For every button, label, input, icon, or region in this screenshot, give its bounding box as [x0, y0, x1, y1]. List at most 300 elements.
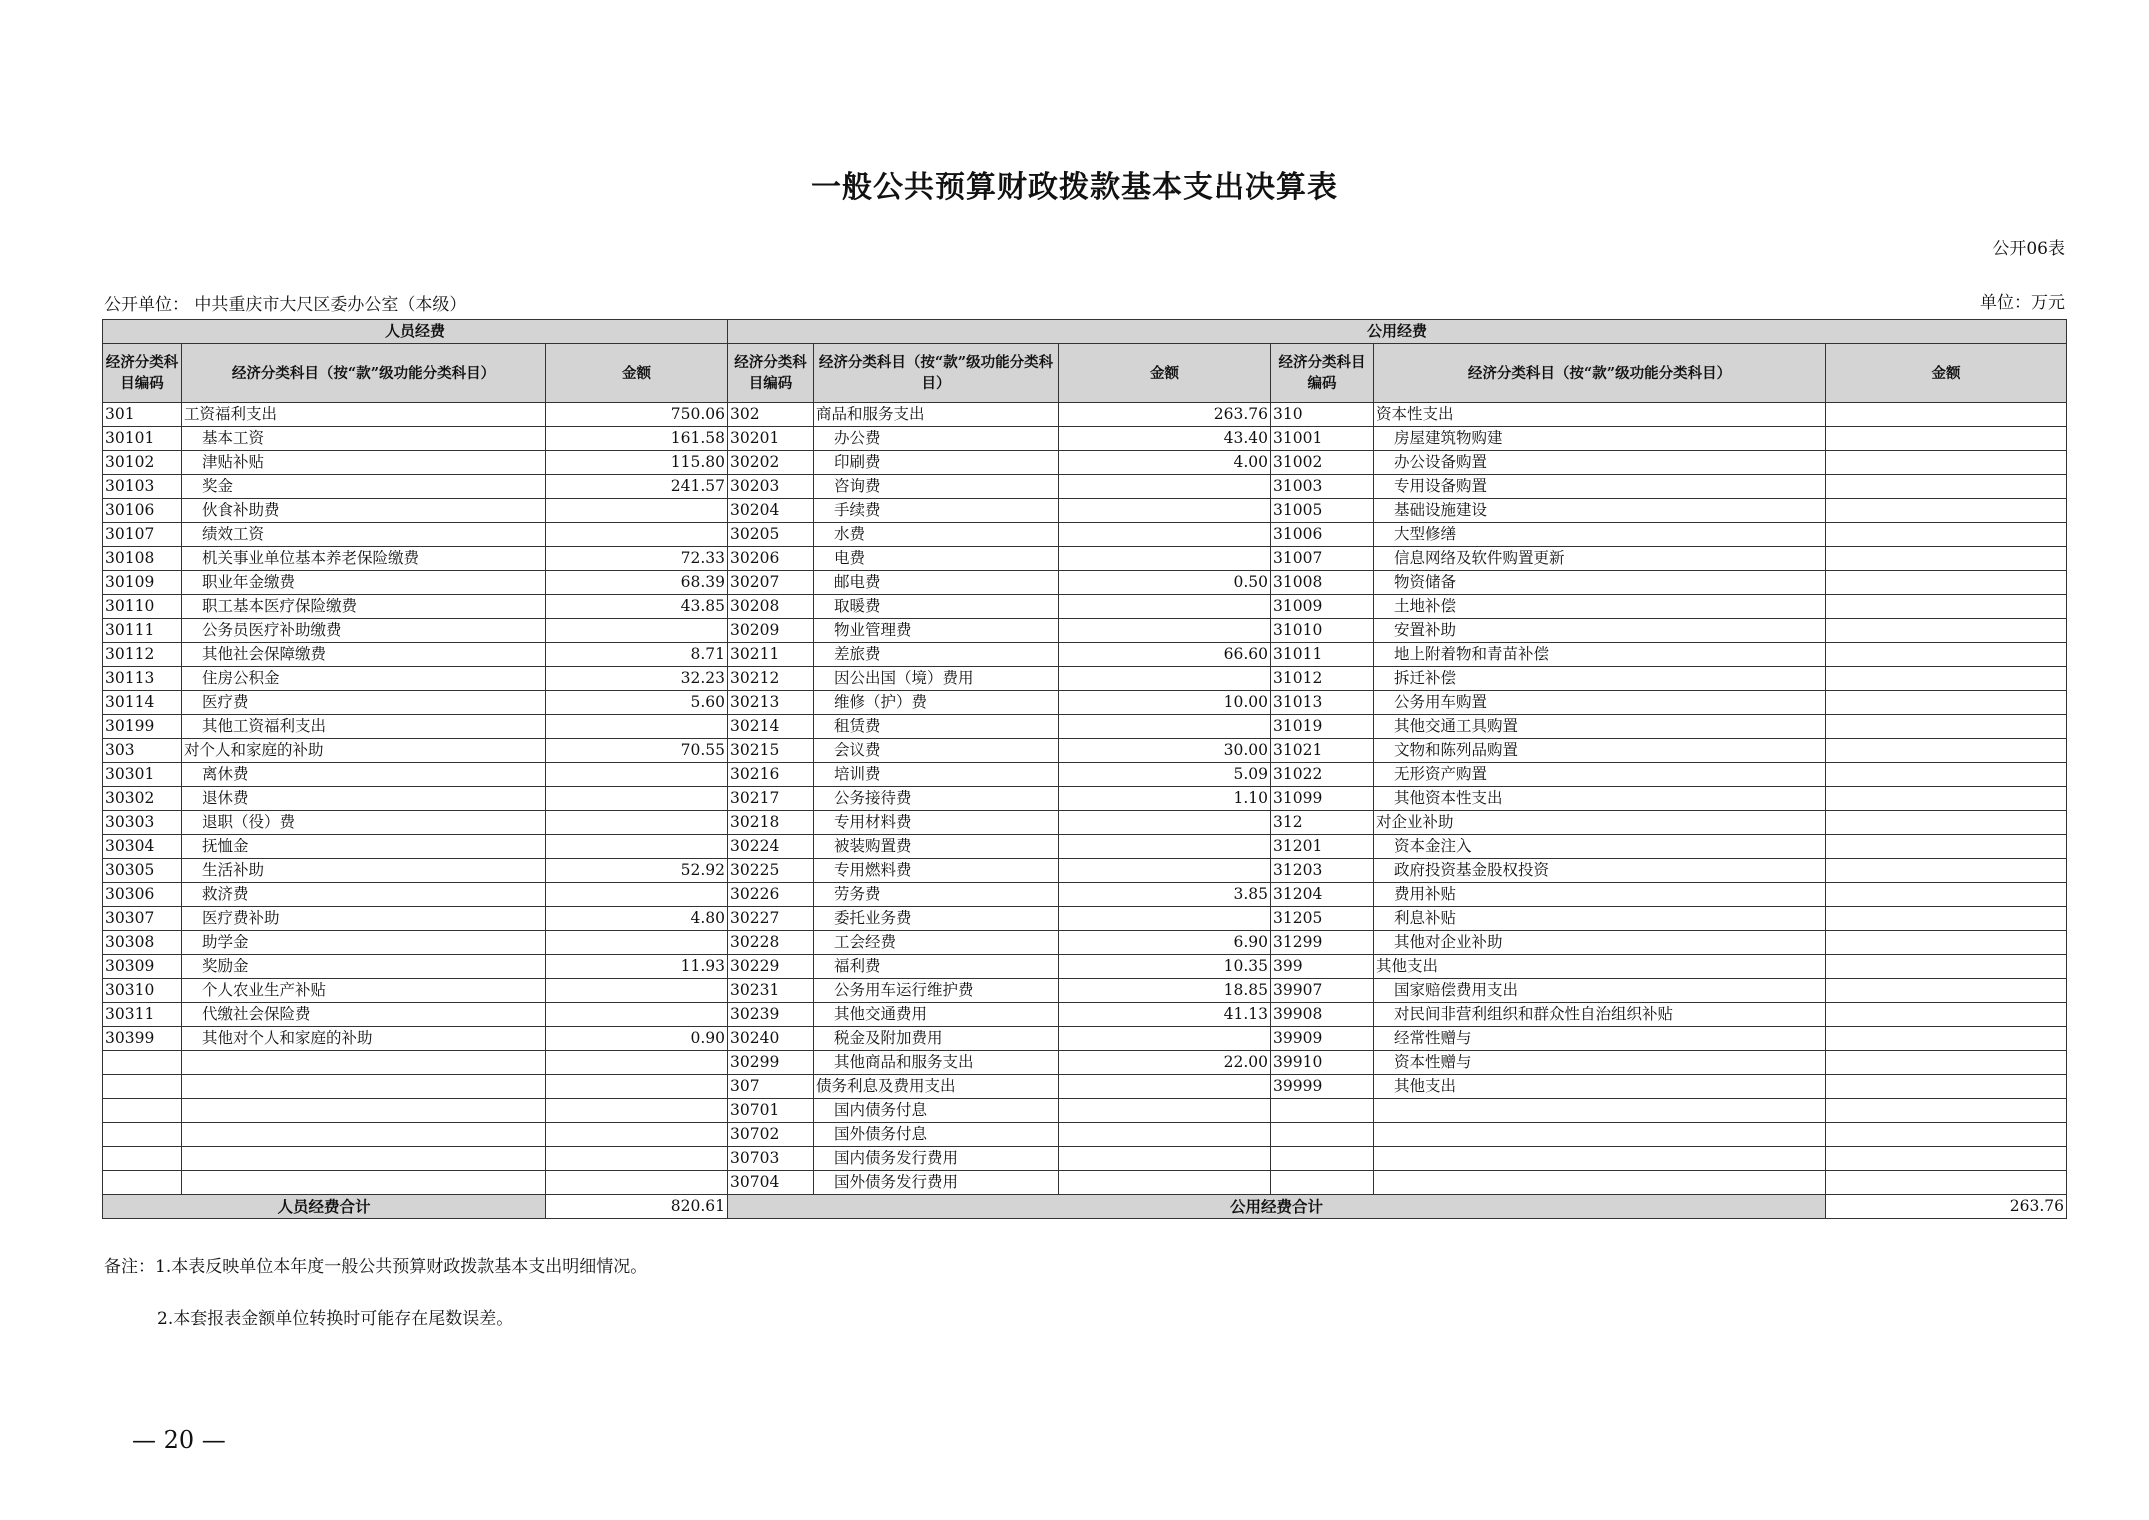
amount-cell: 18.85 — [1059, 979, 1271, 1003]
table-row — [103, 1123, 2067, 1147]
code-cell: 30240 — [728, 1027, 814, 1051]
amount-cell — [1059, 1147, 1271, 1171]
code-cell: 31008 — [1271, 571, 1374, 595]
amount-cell — [1826, 883, 2067, 907]
name-cell: 国外债务付息 — [814, 1123, 1059, 1147]
code-cell: 30306 — [103, 883, 182, 907]
code-cell: 310 — [1271, 403, 1374, 427]
code-cell: 31019 — [1271, 715, 1374, 739]
section-header-row — [103, 320, 2067, 344]
table-row — [103, 691, 2067, 715]
table-row — [103, 1003, 2067, 1027]
amount-cell: 70.55 — [546, 739, 728, 763]
code-cell: 30108 — [103, 547, 182, 571]
code-cell: 30216 — [728, 763, 814, 787]
amount-cell — [546, 1003, 728, 1027]
amount-cell: 115.80 — [546, 451, 728, 475]
amount-cell: 0.90 — [546, 1027, 728, 1051]
amount-cell — [546, 1051, 728, 1075]
code-cell: 30226 — [728, 883, 814, 907]
code-cell: 30111 — [103, 619, 182, 643]
name-cell: 国内债务付息 — [814, 1099, 1059, 1123]
table-row — [103, 859, 2067, 883]
amount-cell: 1.10 — [1059, 787, 1271, 811]
amount-cell: 3.85 — [1059, 883, 1271, 907]
amount-cell: 30.00 — [1059, 739, 1271, 763]
name-cell: 绩效工资 — [182, 523, 546, 547]
table-row — [103, 523, 2067, 547]
totals-row — [103, 1195, 2067, 1219]
name-cell: 奖金 — [182, 475, 546, 499]
name-cell: 维修（护）费 — [814, 691, 1059, 715]
table-row — [103, 931, 2067, 955]
name-cell: 医疗费补助 — [182, 907, 546, 931]
table-row — [103, 907, 2067, 931]
amount-cell: 68.39 — [546, 571, 728, 595]
amount-cell — [1826, 1099, 2067, 1123]
amount-cell — [1826, 715, 2067, 739]
name-cell: 水费 — [814, 523, 1059, 547]
amount-cell — [1826, 1171, 2067, 1195]
name-cell: 对个人和家庭的补助 — [182, 739, 546, 763]
name-cell: 利息补贴 — [1374, 907, 1826, 931]
header-amount-c3: 金额 — [1826, 344, 2067, 403]
name-cell: 其他支出 — [1374, 1075, 1826, 1099]
code-cell — [1271, 1171, 1374, 1195]
code-cell: 31201 — [1271, 835, 1374, 859]
amount-cell: 22.00 — [1059, 1051, 1271, 1075]
amount-cell — [546, 835, 728, 859]
amount-cell — [1826, 475, 2067, 499]
amount-cell — [1826, 1027, 2067, 1051]
table-row — [103, 1099, 2067, 1123]
name-cell: 物资储备 — [1374, 571, 1826, 595]
code-cell: 30703 — [728, 1147, 814, 1171]
name-cell: 抚恤金 — [182, 835, 546, 859]
table-row — [103, 955, 2067, 979]
name-cell: 机关事业单位基本养老保险缴费 — [182, 547, 546, 571]
name-cell: 专用材料费 — [814, 811, 1059, 835]
section-personnel: 人员经费 — [103, 320, 728, 344]
amount-cell — [546, 1123, 728, 1147]
name-cell: 专用设备购置 — [1374, 475, 1826, 499]
table-row — [103, 811, 2067, 835]
name-cell: 文物和陈列品购置 — [1374, 739, 1826, 763]
amount-cell — [1059, 907, 1271, 931]
name-cell: 因公出国（境）费用 — [814, 667, 1059, 691]
name-cell: 拆迁补偿 — [1374, 667, 1826, 691]
amount-cell: 41.13 — [1059, 1003, 1271, 1027]
amount-cell — [1826, 499, 2067, 523]
personnel-total-value: 820.61 — [546, 1195, 728, 1219]
amount-cell — [1059, 499, 1271, 523]
code-cell: 31022 — [1271, 763, 1374, 787]
page-number: — 20 — — [132, 1426, 226, 1454]
name-cell: 费用补贴 — [1374, 883, 1826, 907]
name-cell — [182, 1051, 546, 1075]
name-cell: 国内债务发行费用 — [814, 1147, 1059, 1171]
name-cell: 工会经费 — [814, 931, 1059, 955]
name-cell: 培训费 — [814, 763, 1059, 787]
name-cell: 其他社会保障缴费 — [182, 643, 546, 667]
amount-cell — [1826, 451, 2067, 475]
name-cell: 退休费 — [182, 787, 546, 811]
name-cell: 其他对企业补助 — [1374, 931, 1826, 955]
name-cell: 地上附着物和青苗补偿 — [1374, 643, 1826, 667]
amount-cell — [1059, 811, 1271, 835]
code-cell: 31011 — [1271, 643, 1374, 667]
amount-cell — [1826, 835, 2067, 859]
amount-cell — [1059, 1171, 1271, 1195]
code-cell: 30224 — [728, 835, 814, 859]
code-cell: 30299 — [728, 1051, 814, 1075]
amount-cell — [1826, 427, 2067, 451]
code-cell: 30114 — [103, 691, 182, 715]
code-cell — [103, 1075, 182, 1099]
name-cell: 国家赔偿费用支出 — [1374, 979, 1826, 1003]
public-total-value: 263.76 — [1826, 1195, 2067, 1219]
code-cell: 31299 — [1271, 931, 1374, 955]
code-cell: 39999 — [1271, 1075, 1374, 1099]
name-cell: 劳务费 — [814, 883, 1059, 907]
code-cell — [1271, 1099, 1374, 1123]
code-cell: 30301 — [103, 763, 182, 787]
name-cell: 医疗费 — [182, 691, 546, 715]
reporting-unit: 公开单位： 中共重庆市大尺区委办公室（本级） — [104, 295, 467, 315]
amount-cell: 8.71 — [546, 643, 728, 667]
code-cell: 30305 — [103, 859, 182, 883]
name-cell: 其他商品和服务支出 — [814, 1051, 1059, 1075]
code-cell: 30231 — [728, 979, 814, 1003]
code-cell: 30109 — [103, 571, 182, 595]
code-cell — [103, 1099, 182, 1123]
code-cell: 31006 — [1271, 523, 1374, 547]
amount-cell — [1826, 811, 2067, 835]
table-row — [103, 1027, 2067, 1051]
amount-cell — [1059, 1123, 1271, 1147]
table-row — [103, 787, 2067, 811]
name-cell: 伙食补助费 — [182, 499, 546, 523]
name-cell: 土地补偿 — [1374, 595, 1826, 619]
code-cell — [103, 1123, 182, 1147]
name-cell: 国外债务发行费用 — [814, 1171, 1059, 1195]
code-cell: 307 — [728, 1075, 814, 1099]
name-cell: 印刷费 — [814, 451, 1059, 475]
name-cell: 无形资产购置 — [1374, 763, 1826, 787]
name-cell: 对企业补助 — [1374, 811, 1826, 835]
code-cell: 30103 — [103, 475, 182, 499]
amount-cell: 750.06 — [546, 403, 728, 427]
code-cell: 30112 — [103, 643, 182, 667]
name-cell: 经常性赠与 — [1374, 1027, 1826, 1051]
name-cell: 救济费 — [182, 883, 546, 907]
name-cell: 职工基本医疗保险缴费 — [182, 595, 546, 619]
amount-cell: 6.90 — [1059, 931, 1271, 955]
note-2: 2.本套报表金额单位转换时可能存在尾数误差。 — [157, 1309, 514, 1329]
name-cell: 个人农业生产补贴 — [182, 979, 546, 1003]
amount-cell: 161.58 — [546, 427, 728, 451]
code-cell: 30213 — [728, 691, 814, 715]
amount-cell — [1059, 595, 1271, 619]
table-row — [103, 403, 2067, 427]
code-cell: 39908 — [1271, 1003, 1374, 1027]
page-title: 一般公共预算财政拨款基本支出决算表 — [811, 170, 1338, 205]
code-cell — [1271, 1147, 1374, 1171]
amount-cell: 52.92 — [546, 859, 728, 883]
amount-cell — [1826, 787, 2067, 811]
table-row — [103, 643, 2067, 667]
name-cell: 取暖费 — [814, 595, 1059, 619]
amount-cell: 43.85 — [546, 595, 728, 619]
code-cell: 31009 — [1271, 595, 1374, 619]
name-cell: 公务接待费 — [814, 787, 1059, 811]
name-cell: 离休费 — [182, 763, 546, 787]
amount-cell — [546, 883, 728, 907]
table-row — [103, 715, 2067, 739]
table-row — [103, 835, 2067, 859]
code-cell: 30307 — [103, 907, 182, 931]
amount-cell — [1826, 571, 2067, 595]
table-row — [103, 499, 2067, 523]
code-cell: 30209 — [728, 619, 814, 643]
header-amount-p: 金额 — [546, 344, 728, 403]
amount-cell — [1826, 1003, 2067, 1027]
amount-cell — [1059, 523, 1271, 547]
amount-cell — [1059, 859, 1271, 883]
name-cell — [182, 1147, 546, 1171]
table-row — [103, 475, 2067, 499]
name-cell — [1374, 1099, 1826, 1123]
amount-cell — [1826, 1123, 2067, 1147]
code-cell: 30107 — [103, 523, 182, 547]
amount-cell — [1826, 859, 2067, 883]
code-cell: 31005 — [1271, 499, 1374, 523]
code-cell: 30106 — [103, 499, 182, 523]
name-cell: 电费 — [814, 547, 1059, 571]
name-cell: 对民间非营利组织和群众性自治组织补贴 — [1374, 1003, 1826, 1027]
name-cell: 政府投资基金股权投资 — [1374, 859, 1826, 883]
code-cell: 30399 — [103, 1027, 182, 1051]
name-cell: 邮电费 — [814, 571, 1059, 595]
amount-cell: 263.76 — [1059, 403, 1271, 427]
name-cell: 其他资本性支出 — [1374, 787, 1826, 811]
code-cell: 30303 — [103, 811, 182, 835]
personnel-total-label: 人员经费合计 — [103, 1195, 546, 1219]
amount-cell — [1826, 523, 2067, 547]
code-cell: 30302 — [103, 787, 182, 811]
amount-cell — [546, 979, 728, 1003]
amount-cell: 72.33 — [546, 547, 728, 571]
amount-cell: 43.40 — [1059, 427, 1271, 451]
code-cell: 30310 — [103, 979, 182, 1003]
table-row — [103, 451, 2067, 475]
amount-cell — [1826, 955, 2067, 979]
amount-cell: 66.60 — [1059, 643, 1271, 667]
code-cell: 30311 — [103, 1003, 182, 1027]
code-cell: 30704 — [728, 1171, 814, 1195]
name-cell: 物业管理费 — [814, 619, 1059, 643]
amount-cell: 4.00 — [1059, 451, 1271, 475]
name-cell: 其他交通工具购置 — [1374, 715, 1826, 739]
name-cell: 公务员医疗补助缴费 — [182, 619, 546, 643]
amount-cell: 4.80 — [546, 907, 728, 931]
name-cell: 生活补助 — [182, 859, 546, 883]
code-cell: 30110 — [103, 595, 182, 619]
code-cell: 31013 — [1271, 691, 1374, 715]
name-cell: 职业年金缴费 — [182, 571, 546, 595]
code-cell: 31010 — [1271, 619, 1374, 643]
amount-cell — [1826, 979, 2067, 1003]
name-cell — [182, 1123, 546, 1147]
code-cell: 31021 — [1271, 739, 1374, 763]
header-code-p: 经济分类科目编码 — [103, 344, 182, 403]
name-cell: 信息网络及软件购置更新 — [1374, 547, 1826, 571]
name-cell: 津贴补贴 — [182, 451, 546, 475]
name-cell: 资本金注入 — [1374, 835, 1826, 859]
amount-cell — [1059, 475, 1271, 499]
code-cell: 30211 — [728, 643, 814, 667]
table-row — [103, 883, 2067, 907]
code-cell: 31205 — [1271, 907, 1374, 931]
amount-cell: 0.50 — [1059, 571, 1271, 595]
header-amount-c2: 金额 — [1059, 344, 1271, 403]
amount-cell — [1826, 739, 2067, 763]
name-cell: 住房公积金 — [182, 667, 546, 691]
amount-cell — [1826, 595, 2067, 619]
amount-cell — [1059, 1027, 1271, 1051]
name-cell: 助学金 — [182, 931, 546, 955]
table-row — [103, 667, 2067, 691]
amount-cell — [1826, 619, 2067, 643]
amount-cell: 241.57 — [546, 475, 728, 499]
code-cell — [1271, 1123, 1374, 1147]
code-cell: 30239 — [728, 1003, 814, 1027]
header-code-c2: 经济分类科目编码 — [728, 344, 814, 403]
name-cell: 基础设施建设 — [1374, 499, 1826, 523]
name-cell: 公务用车运行维护费 — [814, 979, 1059, 1003]
code-cell: 30217 — [728, 787, 814, 811]
amount-cell — [546, 1075, 728, 1099]
amount-cell — [546, 763, 728, 787]
name-cell: 被装购置费 — [814, 835, 1059, 859]
name-cell: 奖励金 — [182, 955, 546, 979]
name-cell: 委托业务费 — [814, 907, 1059, 931]
name-cell: 退职（役）费 — [182, 811, 546, 835]
code-cell: 30202 — [728, 451, 814, 475]
amount-cell — [546, 931, 728, 955]
code-cell: 30701 — [728, 1099, 814, 1123]
name-cell: 租赁费 — [814, 715, 1059, 739]
code-cell: 30212 — [728, 667, 814, 691]
code-cell: 30101 — [103, 427, 182, 451]
amount-cell — [546, 523, 728, 547]
header-code-c3: 经济分类科目编码 — [1271, 344, 1374, 403]
code-cell: 30702 — [728, 1123, 814, 1147]
name-cell: 商品和服务支出 — [814, 403, 1059, 427]
name-cell — [182, 1171, 546, 1195]
code-cell: 30199 — [103, 715, 182, 739]
amount-cell — [1826, 931, 2067, 955]
name-cell: 办公费 — [814, 427, 1059, 451]
code-cell: 30204 — [728, 499, 814, 523]
amount-cell — [1826, 691, 2067, 715]
code-cell: 30304 — [103, 835, 182, 859]
code-cell: 39907 — [1271, 979, 1374, 1003]
code-cell: 302 — [728, 403, 814, 427]
amount-cell — [1826, 1075, 2067, 1099]
amount-cell — [546, 1147, 728, 1171]
code-cell: 30308 — [103, 931, 182, 955]
amount-cell: 10.00 — [1059, 691, 1271, 715]
name-cell: 其他支出 — [1374, 955, 1826, 979]
table-row — [103, 739, 2067, 763]
name-cell — [1374, 1123, 1826, 1147]
expenditure-table — [102, 319, 2067, 1219]
name-cell — [1374, 1171, 1826, 1195]
code-cell: 30228 — [728, 931, 814, 955]
name-cell: 债务利息及费用支出 — [814, 1075, 1059, 1099]
public-total-label: 公用经费合计 — [728, 1195, 1826, 1219]
amount-cell — [1826, 403, 2067, 427]
currency-unit: 单位：万元 — [1980, 293, 2065, 313]
amount-cell — [546, 499, 728, 523]
amount-cell — [1059, 667, 1271, 691]
table-row — [103, 1147, 2067, 1171]
code-cell — [103, 1147, 182, 1171]
table-row — [103, 427, 2067, 451]
amount-cell — [1059, 715, 1271, 739]
amount-cell — [1826, 643, 2067, 667]
name-cell: 手续费 — [814, 499, 1059, 523]
name-cell: 基本工资 — [182, 427, 546, 451]
table-row — [103, 1171, 2067, 1195]
name-cell: 税金及附加费用 — [814, 1027, 1059, 1051]
amount-cell — [1826, 907, 2067, 931]
form-number: 公开06表 — [1992, 239, 2065, 259]
note-1: 备注：1.本表反映单位本年度一般公共预算财政拨款基本支出明细情况。 — [104, 1257, 648, 1277]
name-cell: 安置补助 — [1374, 619, 1826, 643]
code-cell: 31204 — [1271, 883, 1374, 907]
amount-cell — [546, 1171, 728, 1195]
name-cell: 资本性支出 — [1374, 403, 1826, 427]
code-cell: 31099 — [1271, 787, 1374, 811]
code-cell: 30207 — [728, 571, 814, 595]
amount-cell: 11.93 — [546, 955, 728, 979]
table-row — [103, 1075, 2067, 1099]
code-cell: 31007 — [1271, 547, 1374, 571]
code-cell: 39909 — [1271, 1027, 1374, 1051]
code-cell: 301 — [103, 403, 182, 427]
code-cell: 30225 — [728, 859, 814, 883]
code-cell: 30229 — [728, 955, 814, 979]
table-row — [103, 571, 2067, 595]
code-cell: 30218 — [728, 811, 814, 835]
code-cell: 30206 — [728, 547, 814, 571]
table-row — [103, 595, 2067, 619]
amount-cell — [546, 787, 728, 811]
code-cell — [103, 1051, 182, 1075]
table-row — [103, 763, 2067, 787]
code-cell: 31001 — [1271, 427, 1374, 451]
name-cell: 资本性赠与 — [1374, 1051, 1826, 1075]
amount-cell — [546, 811, 728, 835]
amount-cell: 10.35 — [1059, 955, 1271, 979]
name-cell — [182, 1075, 546, 1099]
name-cell: 房屋建筑物购建 — [1374, 427, 1826, 451]
amount-cell — [1826, 763, 2067, 787]
name-cell: 专用燃料费 — [814, 859, 1059, 883]
code-cell: 30227 — [728, 907, 814, 931]
